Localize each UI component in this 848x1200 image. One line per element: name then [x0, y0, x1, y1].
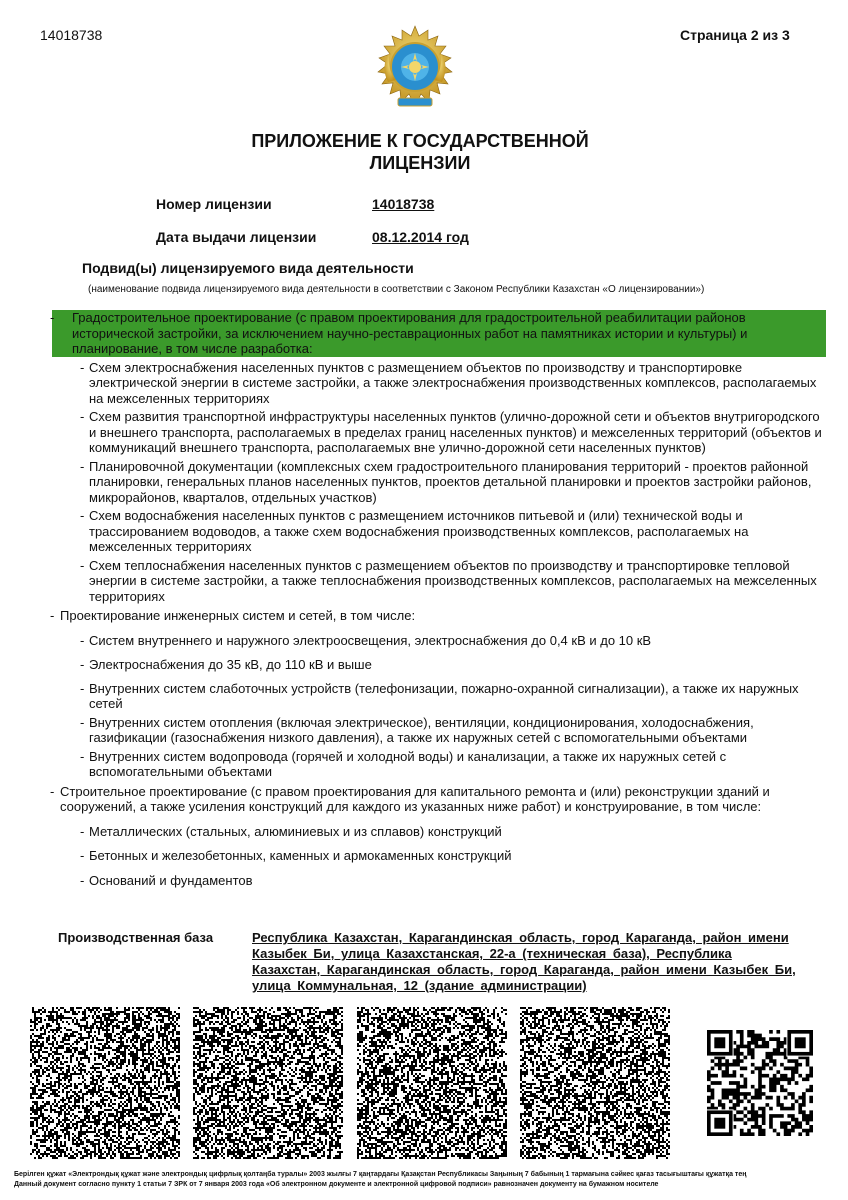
section-heading: Подвид(ы) лицензируемого вида деятельности — [82, 260, 414, 276]
activity-item: - Внутренних систем отопления (включая электрическое), вентиляции, кондиционирования, холодоснабжения, газификации (газоснабжения низкого давления), а также их наружных сетей с вспомогательными объектами — [80, 714, 754, 745]
activity-item: - Планировочной документации (комплексных схем градостроительного планирования территорий - проектов районной планировки, генеральных планов населенных пунктов, проектов детальной планировки и проектов застройки районов, микрорайонов, кварталов, отдельных участков) — [80, 458, 812, 505]
kazakhstan-state-emblem-icon — [368, 22, 462, 116]
activity-item: - Внутренних систем слаботочных устройств (телефонизации, пожарно-охранной сигнализации), а также их наружных сетей — [80, 680, 799, 711]
activity-item: - Оснований и фундаментов — [80, 872, 253, 888]
page-indicator: Страница 2 из 3 — [680, 27, 790, 43]
activity-group-title: Строительное проектирование (с правом проектирования для капитального ремонта и (или) реконструкции зданий и сооружений, а также усиления конструкций для каждого из указанных ниже работ) и конструирование, в том числе: — [60, 783, 770, 814]
footer-line-ru: Данный документ согласно пункту 1 статьи 7 ЗРК от 7 января 2003 года «Об электронном документе и электронной цифровой подписи» равнозначен документу на бумажном носителе — [14, 1181, 659, 1188]
section-note: (наименование подвида лицензируемого вида деятельности в соответствии с Законом Республики Казахстан «О лицензировании») — [88, 284, 705, 295]
production-base-address: Республика Казахстан, Карагандинская область, город Караганда, район имени Казыбек Би, улица Казахстанская, 22-а (техническая база), Республика Казахстан, Карагандинская область, город Караганда, район имени Казыбек Би, улица Коммунальная, 12 (здание администрации) — [252, 930, 796, 993]
activity-group — [48, 310, 826, 357]
license-date-label: Дата выдачи лицензии — [156, 229, 317, 245]
qr-code-icon — [520, 1007, 670, 1159]
highlighted-activity: Градостроительное проектирование (с правом проектирования для градостроительной реабилитации районов исторической застройки, за исключением научно-реставрационных работ на памятниках истории и культуры) и планирование, в том числе разработка: — [52, 310, 826, 357]
activity-group-title: Проектирование инженерных систем и сетей, в том числе: — [60, 608, 416, 623]
activity-item: - Схем теплоснабжения населенных пунктов с размещением объектов по производству и транспортировке тепловой энергии в системе застройки, а также теплоснабжения производственных комплексов, располагаемых на межселенных территориях — [80, 557, 817, 604]
activity-list — [48, 310, 826, 894]
dash-marker: - — [50, 310, 55, 325]
qr-code-icon — [30, 1007, 180, 1159]
title-line-2: ЛИЦЕНЗИИ — [369, 153, 471, 173]
activity-item: - Электроснабжения до 35 кВ, до 110 кВ и выше — [80, 657, 372, 672]
activity-item: - Металлических (стальных, алюминиевых и из сплавов) конструкций — [80, 823, 502, 839]
qr-code-icon — [193, 1007, 343, 1159]
footer-line-kz: Берілген құжат «Электрондық құжат және электрондық цифрлық қолтаңба туралы» 2003 жылғы 7 қаңтардағы Қазақстан Республикасы Заңының 7 бабының 1 тармағына сәйкес қағаз тасығыштағы құжатқа тең — [14, 1171, 747, 1178]
license-date-value: 08.12.2014 год — [372, 229, 469, 245]
activity-group — [48, 784, 826, 815]
production-base-label: Производственная база — [58, 930, 214, 945]
document-title — [150, 130, 690, 174]
activity-item: - Систем внутреннего и наружного электроосвещения, электроснабжения до 0,4 кВ и до 10 кВ — [80, 632, 652, 648]
activity-group — [48, 608, 826, 624]
license-number-label: Номер лицензии — [156, 196, 272, 212]
dash-marker: - — [50, 783, 55, 799]
footer-legal-note — [14, 1170, 834, 1190]
qr-code-small-icon — [707, 1030, 813, 1136]
title-line-1: ПРИЛОЖЕНИЕ К ГОСУДАРСТВЕННОЙ — [251, 131, 589, 151]
activity-item: - Схем развития транспортной инфраструктуры населенных пунктов (улично-дорожной сети и объектов внутригородского и внешнего транспорта, располагаемых в пределах границ населенных пунктов) и межселенных территорий (объектов и коммуникаций внешнего транспорта, располагаемых вне улично-дорожной сети населенных пунктов) — [80, 409, 822, 455]
activity-item: - Бетонных и железобетонных, каменных и армокаменных конструкций — [80, 848, 512, 863]
license-number-value: 14018738 — [372, 196, 435, 212]
dash-marker: - — [50, 608, 55, 623]
qr-code-icon — [357, 1007, 507, 1159]
activity-item: - Внутренних систем водопровода (горячей и холодной воды) и канализации, а также их наружных сетей с вспомогательными объектами — [80, 748, 727, 779]
activity-item: - Схем водоснабжения населенных пунктов с размещением источников питьевой и (или) технической воды и трассированием водоводов, а также схем водоснабжения производственных комплексов, располагаемых на межселенных территориях — [80, 508, 749, 554]
document-number: 14018738 — [40, 27, 103, 43]
activity-item: - Схем электроснабжения населенных пунктов с размещением объектов по производству и транспортировке электрической энергии в системе застройки, а также электроснабжения производственных комплексов, располагаемых на межселенных территориях — [80, 359, 817, 406]
